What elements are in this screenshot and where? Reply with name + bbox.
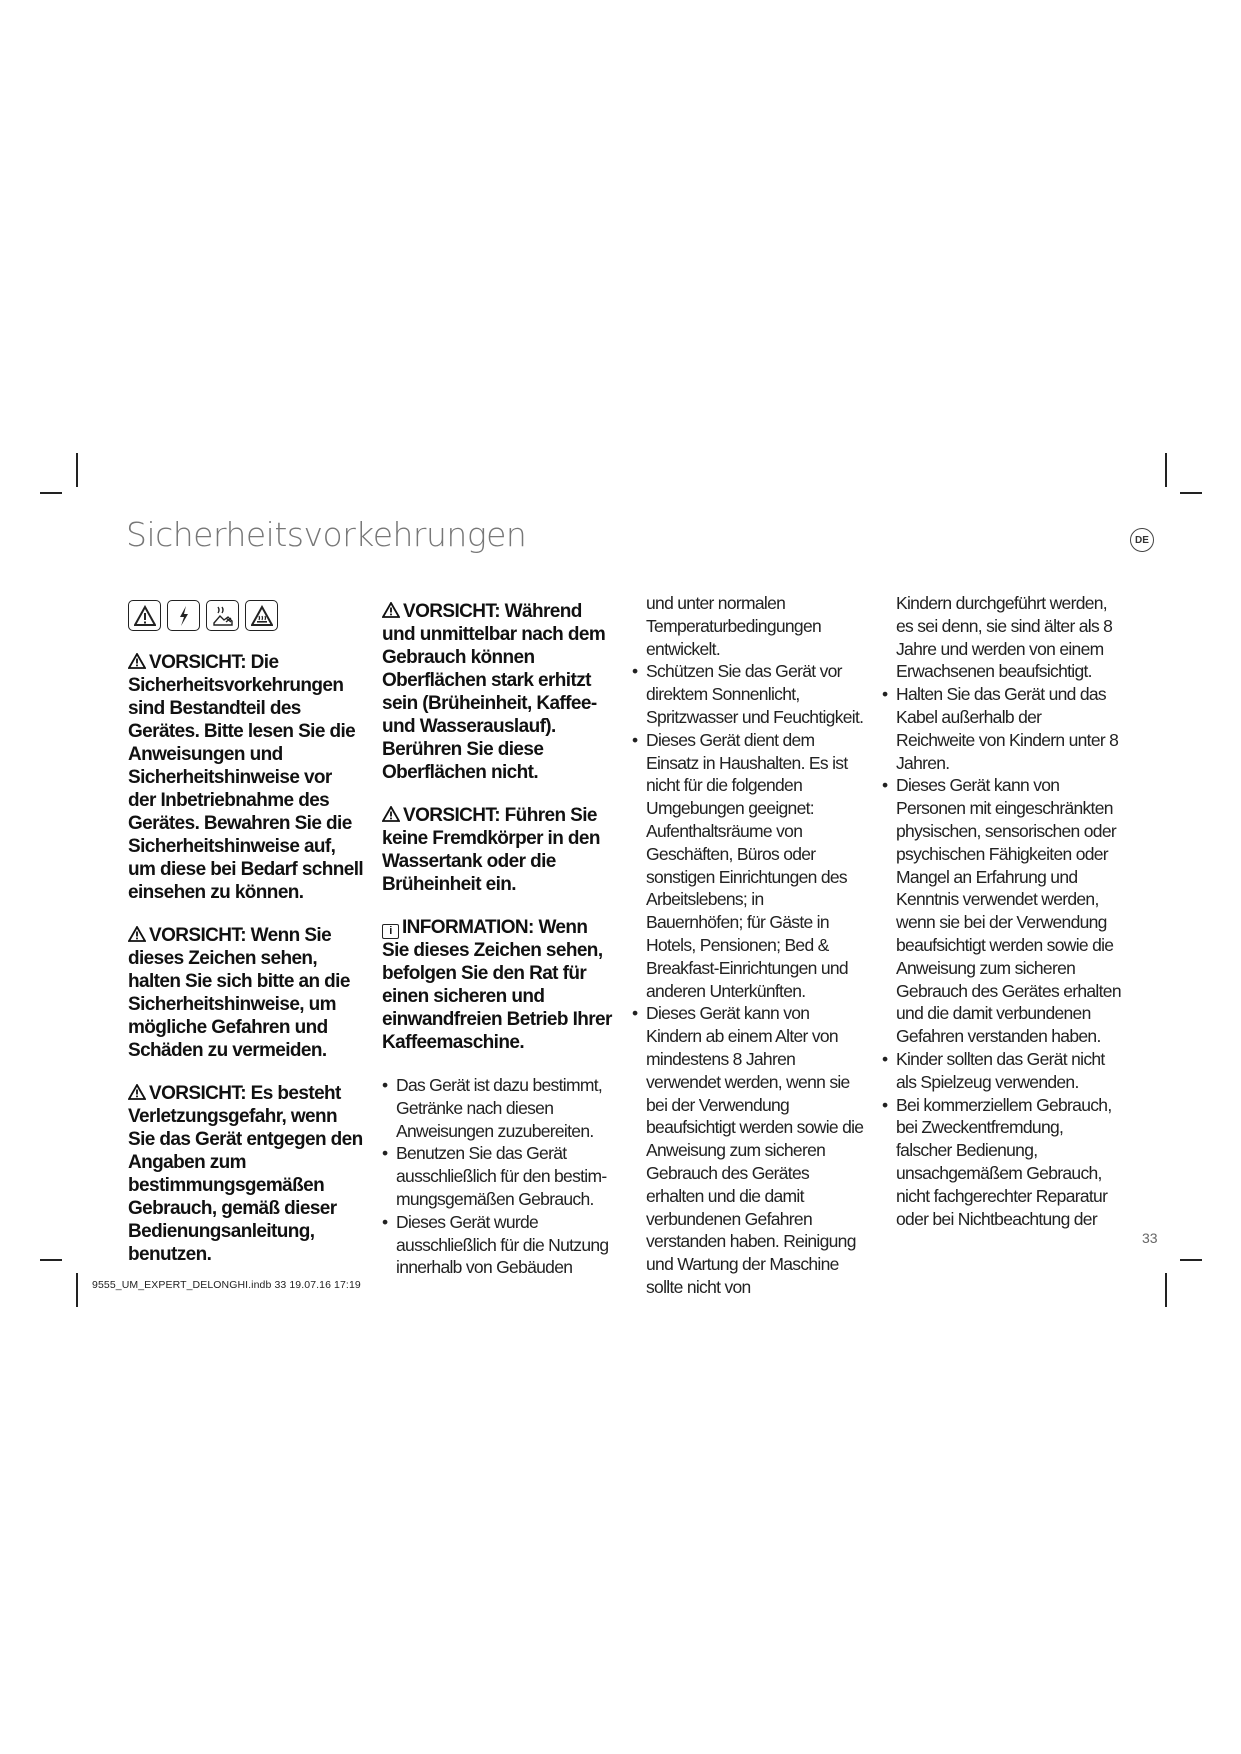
crop-mark (1165, 1273, 1167, 1307)
crop-mark (76, 453, 78, 487)
column-3 (632, 592, 864, 1299)
list-item: • Dieses Gerät dient dem Einsatz in Haushalten. Es ist nicht für die folgenden Umgebungen geeignet: Aufenthaltsräume von Geschäften, Büros oder sonstigen Einrichtungen des Arbeitslebens; in Bauernhöfen; für Gäste in Hotels, Pensionen; Bed & Breakfast-Einrichtungen und anderen Unterkünften. (632, 729, 864, 1003)
crop-mark (1165, 453, 1167, 487)
warning-icon (382, 806, 400, 822)
column-1 (128, 590, 364, 1286)
warning-icon (128, 653, 146, 669)
page-number: 33 (1142, 1230, 1158, 1246)
warning-paragraph: VORSICHT: Während und unmittelbar nach dem Gebrauch können Oberflächen stark erhitzt sein (Brüheinheit, Kaffee- und Wasserauslauf). Berühren Sie diese Oberflächen nicht. (382, 601, 606, 783)
bullet-list (632, 660, 864, 1298)
continued-text: Kindern durchgeführt werden, es sei denn, sie sind älter als 8 Jahre und werden von einem Erwachsenen beaufsichtigt. (896, 593, 1113, 682)
warning-icon (128, 926, 146, 942)
list-item: • Das Gerät ist dazu bestimmt, Getränke nach diesen Anweisungen zuzubereiten. (382, 1074, 618, 1142)
crop-mark (1180, 1259, 1202, 1261)
bullet-list (882, 683, 1122, 1230)
bullet-list (382, 1074, 618, 1279)
crop-mark (76, 1273, 78, 1307)
list-item: • Bei kommerziellem Gebrauch, bei Zweckentfremdung, falscher Bedienung, unsachgemäßem Gebrauch, nicht fachgerechter Reparatur oder bei Nichtbeachtung der (882, 1094, 1122, 1231)
information-icon: i (382, 924, 399, 939)
page-title: Sicherheitsvorkehrungen (126, 515, 527, 554)
list-item: • Benutzen Sie das Gerät ausschließlich für den bestim-mungsgemäßen Gebrauch. (382, 1142, 618, 1210)
warning-icon (382, 602, 400, 618)
crop-mark (40, 1259, 62, 1261)
list-item: • Dieses Gerät wurde ausschließlich für die Nutzung innerhalb von Gebäuden (382, 1211, 618, 1279)
column-4 (882, 592, 1122, 1230)
language-badge: DE (1130, 528, 1154, 552)
warning-paragraph: VORSICHT: Wenn Sie dieses Zeichen sehen, halten Sie sich bitte an die Sicherheitshinweise, um mögliche Gefahren und Schäden zu vermeiden. (128, 925, 350, 1061)
list-item: • Dieses Gerät kann von Kindern ab einem Alter von mindestens 8 Jahren verwendet werden, wenn sie bei der Verwendung beaufsichtigt werden sowie die Anweisung zum sicheren Gebrauch des Gerätes erhalten und die damit verbundenen Gefahren verstanden haben. Reinigung und Wartung der Maschine sollte nicht von (632, 1002, 864, 1298)
column-2 (382, 600, 618, 1279)
information-paragraph: i INFORMATION: Wenn Sie dieses Zeichen sehen, befolgen Sie den Rat für einen sicheren und einwandfreien Betrieb Ihrer Kaffeemaschine. (382, 917, 612, 1053)
list-item: • Schützen Sie das Gerät vor direktem Sonnenlicht, Spritzwasser und Feuchtigkeit. (632, 660, 864, 728)
warning-paragraph: VORSICHT: Die Sicherheitsvorkehrungen sind Bestandteil des Gerätes. Bitte lesen Sie die Anweisungen und Sicherheitshinweise vor der Inbetriebnahme des Gerätes. Bewahren Sie die Sicherheitshinweise auf, um diese bei Bedarf schnell einsehen zu können. (128, 652, 364, 903)
hot-surface-icon (245, 600, 278, 631)
continued-text: und unter normalen Temperaturbedingungen entwickelt. (646, 593, 822, 659)
list-item: • Halten Sie das Gerät und das Kabel außerhalb der Reichweite von Kindern unter 8 Jahren. (882, 683, 1122, 774)
crop-mark (40, 492, 62, 494)
list-item: • Dieses Gerät kann von Personen mit eingeschränkten physischen, sensorischen oder psychischen Fähigkeiten oder Mangel an Erfahrung und Kenntnis verwendet werden, wenn sie bei der Verwendung beaufsichtigt werden sowie die Anweisung zum sicheren Gebrauch des Gerätes erhalten und die damit verbundenen Gefahren verstanden haben. (882, 774, 1122, 1048)
print-slug: 9555_UM_EXPERT_DELONGHI.indb 33 19.07.16 17:19 (92, 1279, 361, 1291)
crop-mark (1180, 492, 1202, 494)
warning-paragraph: VORSICHT: Es besteht Verletzungsgefahr, wenn Sie das Gerät entgegen den Angaben zum bestimmungsgemäßen Gebrauch, gemäß dieser Bedienungsanleitung, benutzen. (128, 1083, 363, 1265)
list-item: • Kinder sollten das Gerät nicht als Spielzeug verwenden. (882, 1048, 1122, 1094)
electric-shock-icon (167, 600, 200, 631)
warning-icon (128, 1084, 146, 1100)
warning-icon (128, 600, 161, 631)
hot-surface-hand-icon (206, 600, 239, 631)
warning-paragraph: VORSICHT: Führen Sie keine Fremdkörper in den Wassertank oder die Brüheinheit ein. (382, 805, 600, 895)
pictogram-row (128, 600, 364, 631)
